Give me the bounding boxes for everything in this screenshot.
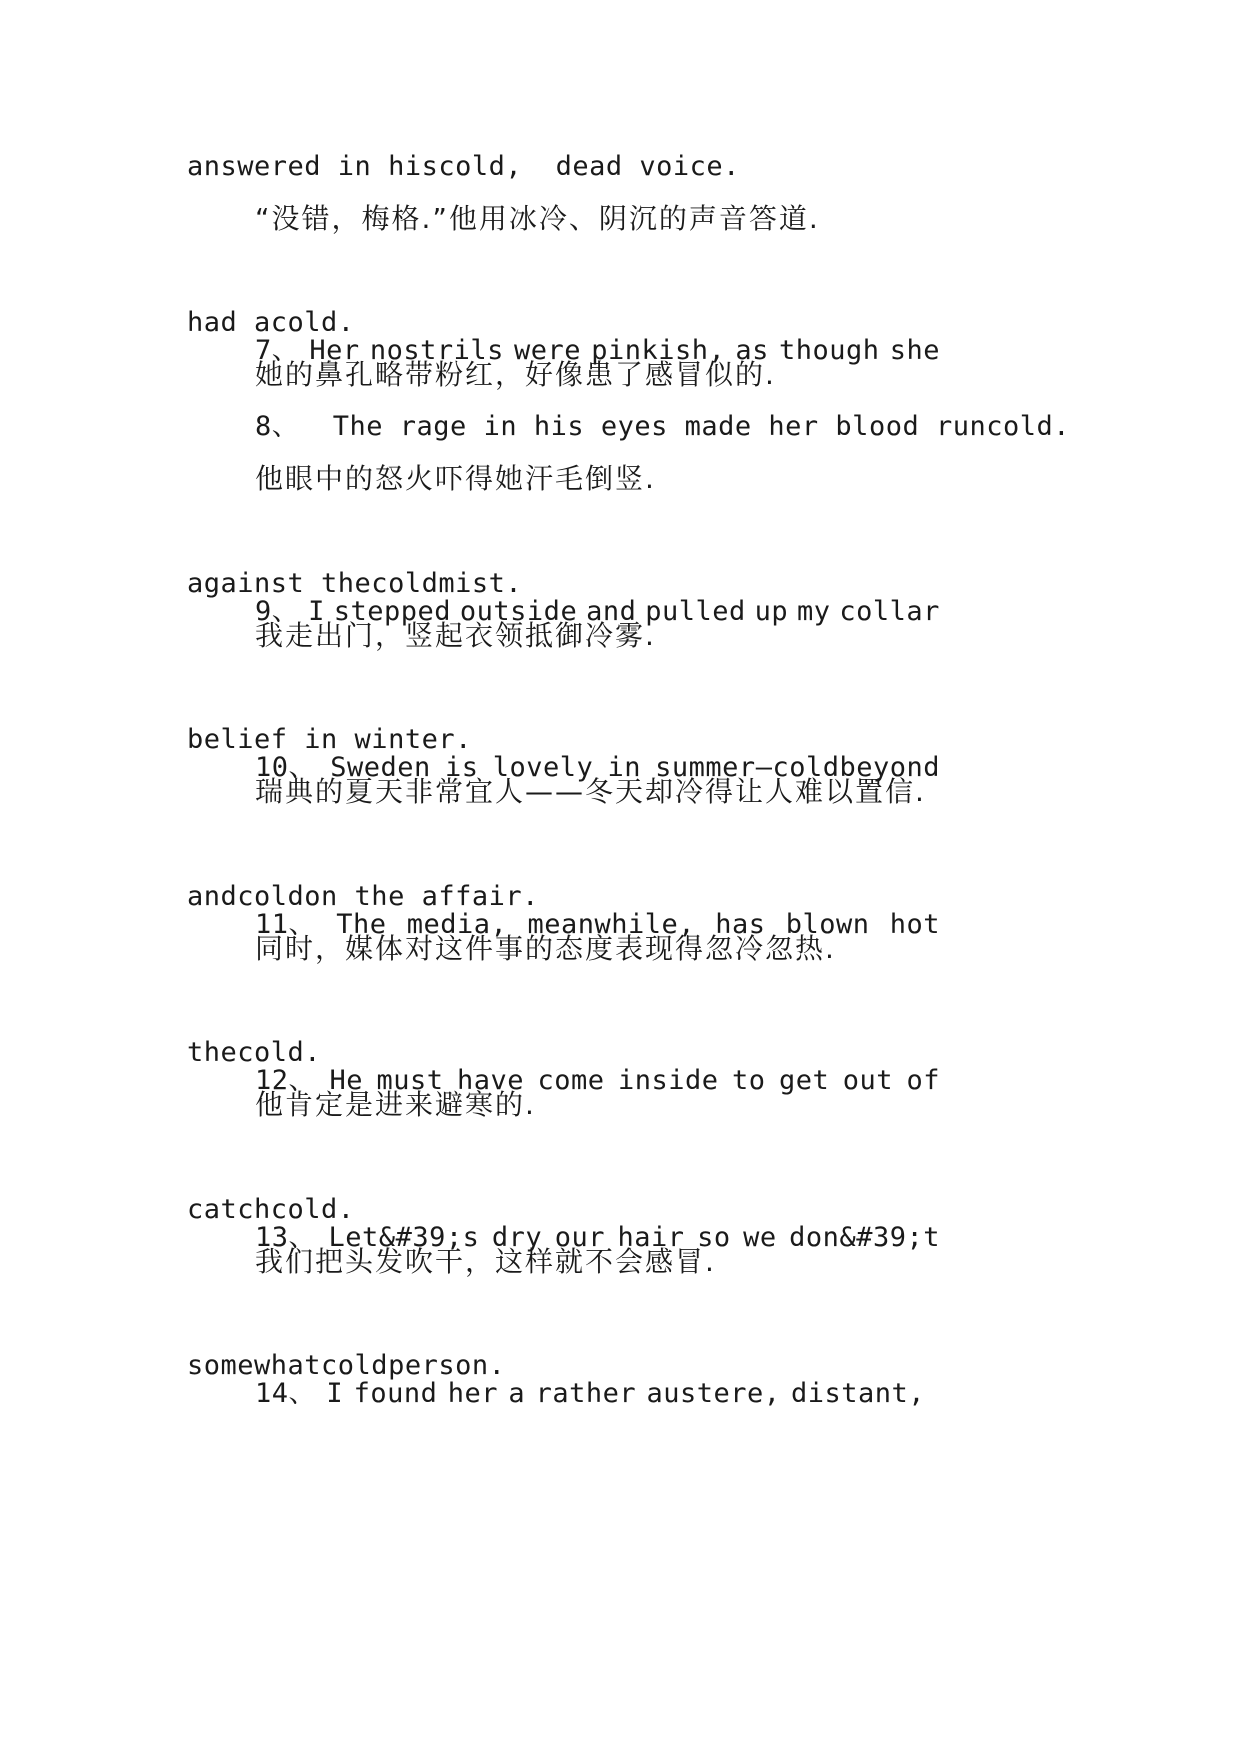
text-line: answered in hiscold, dead voice. [187,151,740,182]
sentence-line: 13、 Let&#39;s dry our hair so we don&#39;t [255,1222,940,1253]
sentence-line: 14、 I found her a rather austere, distant, [255,1378,925,1409]
sentence-line: 7、 Her nostrils were pinkish, as though she [255,335,940,366]
text-line: somewhatcoldperson. [187,1350,506,1381]
sentence-line: 12、 He must have come inside to get out of [255,1065,940,1096]
text-line: belief in winter. [187,724,472,755]
translation-line: 瑞典的夏天非常宜人——冬天却冷得让人难以置信. [255,775,926,808]
translation-line: 我们把头发吹干，这样就不会感冒. [255,1245,716,1278]
translation-line: “没错，梅格.”他用冰冷、阴沉的声音答道. [255,202,820,235]
sentence-line: 8、 The rage in his eyes made her blood runcold. [255,411,1071,442]
sentence-line: 10、 Sweden is lovely in summer—coldbeyond [255,752,940,783]
text-line: thecold. [187,1037,322,1068]
translation-line: 我走出门，竖起衣领抵御冷雾. [255,619,656,652]
text-line: against thecoldmist. [187,568,523,599]
text-line: had acold. [187,307,355,338]
translation-line: 她的鼻孔略带粉红，好像患了感冒似的. [255,358,776,391]
translation-line: 他肯定是进来避寒的. [255,1088,536,1121]
translation-line: 他眼中的怒火吓得她汗毛倒竖. [255,462,656,495]
sentence-line: 9、 I stepped outside and pulled up my collar [255,596,940,627]
sentence-line: 11、 The media, meanwhile, has blown hot [255,909,940,940]
text-line: catchcold. [187,1194,355,1225]
text-line: andcoldon the affair. [187,881,539,912]
translation-line: 同时，媒体对这件事的态度表现得忽冷忽热. [255,932,836,965]
